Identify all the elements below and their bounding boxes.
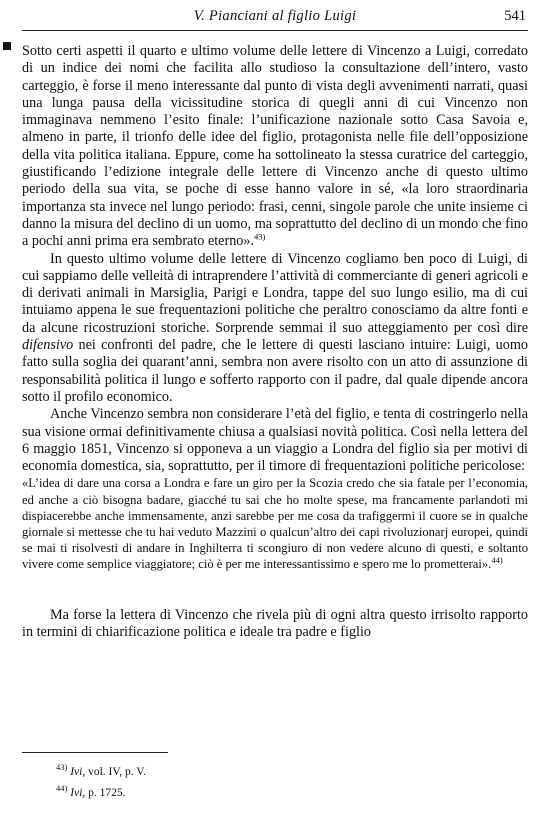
footnote-mark: 43) bbox=[56, 762, 68, 773]
paragraph-3: Anche Vincenzo sembra non considerare l’età del figlio, e tenta di costringerlo nella sua visione ormai definitivamente chiusa a qualsiasi novità politica. Così nella lettera del 6 maggio 1851, Vincenzo si opponeva a un viaggio a Londra del figlio sia per motivi di economia domestica, sia, soprattutto, per il timore di frequentazioni politiche pericolose: bbox=[22, 406, 528, 475]
footnote-source: Ivi bbox=[70, 766, 83, 778]
section-spacer bbox=[22, 573, 528, 607]
footnote-ref-43: 43) bbox=[254, 231, 266, 242]
footnote-source: Ivi bbox=[70, 787, 83, 799]
footnote-43 bbox=[56, 762, 146, 783]
paragraph-1 bbox=[22, 43, 528, 251]
footnote-text: , p. 1725. bbox=[82, 787, 126, 799]
footnote-ref-44: 44) bbox=[491, 555, 503, 566]
paragraph-4: Ma forse la lettera di Vincenzo che rivela più di ogni altra questo irrisolto rapporto in termini di chiarificazione politica e ideale tra padre e figlio bbox=[22, 606, 528, 640]
margin-marker bbox=[3, 42, 11, 50]
block-quote bbox=[22, 475, 528, 572]
page-header bbox=[22, 8, 528, 31]
paragraph-2-text-b: nei confronti del padre, che le lettere di questi lasciano intuire: Luigi, uomo fatto sulla soglia dei quarant’anni, sembra non avere risolto con un atto di assunzione di responsabilità politica il lungo e sofferto rapporto con il padre, dal quale dipende ancora sotto il profilo economico. bbox=[22, 337, 528, 405]
footnotes bbox=[56, 762, 146, 804]
paragraph-2-text-a: In questo ultimo volume delle lettere di Vincenzo cogliamo ben poco di Luigi, di cui sappiamo delle velleità di intraprendere l’attività di commerciante di generi agricoli e di derivati animali in Marsiglia, Parigi e Londra, tappe del suo lungo esilio, ma di cui intuiamo appena le sue frequentazioni politiche che peraltro conosciamo da altre fonti e da alcune ricostruzioni storiche. Sorprende semmai il suo atteggiamento per così dire bbox=[22, 250, 528, 336]
paragraph-2-italic: difensivo bbox=[22, 337, 74, 354]
paragraph-2 bbox=[22, 251, 528, 407]
footnote-mark: 44) bbox=[56, 783, 68, 794]
block-quote-text: «L’idea di dare una corsa a Londra e fare un giro per la Scozia credo che sia fatale per l’economia, ed anche a ciò bisogna badare, giacché tu sai che ho molte spese, ma francamente parlandoti mi dispiacerebbe anche immensamente, anzi sarebbe per me cosa da trafiggermi il cuore se in qualche giornale si mettesse che tu hai veduto Mazzini o qualcun’altro dei capi rivoluzionarj europei, quindi se mai ti risolvesti di andare in Inghilterra ti scongiuro di non vedere alcuno di questi, e soltanto vivere come semplice viaggiatore; ciò è per me interessantissimo e spero me lo prometterai». bbox=[22, 476, 528, 572]
body-text bbox=[22, 43, 528, 641]
footnote-divider bbox=[22, 752, 168, 753]
footnote-text: , vol. IV, p. V. bbox=[82, 766, 146, 778]
page-number: 541 bbox=[504, 8, 526, 24]
footnote-44 bbox=[56, 783, 146, 804]
paragraph-1-text: Sotto certi aspetti il quarto e ultimo volume delle lettere di Vincenzo a Luigi, corredato di un indice dei nomi che facilita allo studioso la consultazione dell’intero, vasto carteggio, è forse il meno interessante dal punto di vista degli avvenimenti narrati, quasi una lunga pausa della vicissitudine storica di quegli anni di cui Vincenzo non immaginava nemmeno l’esito finale: l’unificazione nazionale sotto Casa Savoia e, almeno in parte, il trionfo delle idee del figlio, protagonista nelle file dell’opposizione della vita politica italiana. Eppure, come ha sottolineato la stessa curatrice del carteggio, giustificando l’edizione integrale delle lettere di Vincenzo anche di questo ultimo periodo della sua vita, se poche di esse hanno valore in sé, «la loro straordinaria importanza sta invece nel lungo periodo: frasi, cenni, singole parole che unite insieme ci danno la misura del declino di un uomo, ma soprattutto del declino di un mondo che fino a pochi anni prima era sembrato eterno». bbox=[22, 43, 528, 250]
running-head: V. Pianciani al figlio Luigi bbox=[193, 8, 357, 24]
